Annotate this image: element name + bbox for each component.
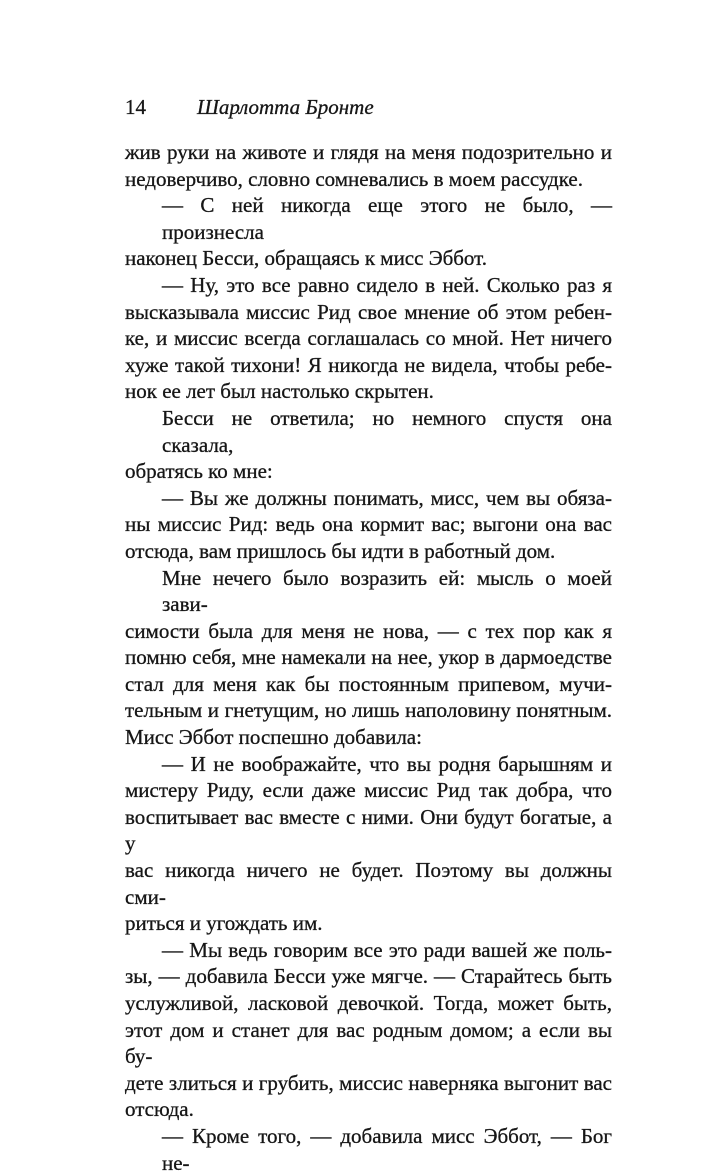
text-line: дете злиться и грубить, миссис наверняка выгонит вас — [125, 1070, 612, 1095]
text-line: воспитывает вас вместе с ними. Они будут богатые, а у — [125, 804, 612, 856]
text-line: недоверчиво, словно сомневались в моем рассудке. — [125, 166, 583, 191]
text-line: — С ней никогда еще этого не было, — произнесла — [162, 193, 612, 244]
page-number: 14 — [125, 95, 146, 119]
text-line: — И не воображайте, что вы родня барышням и — [162, 751, 612, 776]
text-line: отсюда. — [125, 1097, 194, 1122]
paragraph — [125, 565, 612, 751]
text-line: отсюда, вам пришлось бы идти в работный дом. — [125, 538, 556, 563]
text-line: нок ее лет был настолько скрытен. — [125, 379, 434, 404]
text-line: стал для меня как бы постоянным припевом, мучи- — [125, 671, 612, 696]
text-line: наконец Бесси, обращаясь к мисс Эббот. — [125, 246, 488, 271]
paragraph — [125, 272, 612, 405]
running-header-author: Шарлотта Бронте — [197, 95, 374, 119]
text-line: риться и угождать им. — [125, 911, 323, 936]
paragraph — [125, 139, 612, 192]
paragraph — [125, 751, 612, 937]
text-line: жив руки на животе и глядя на меня подозрительно и — [125, 140, 612, 164]
text-line: — Кроме того, — добавила мисс Эббот, — Бог не- — [162, 1123, 612, 1175]
paragraph — [125, 937, 612, 1123]
text-line: ны миссис Рид: ведь она кормит вас; выгони она вас — [125, 512, 612, 537]
text-line: — Ну, это все равно сидело в ней. Сколько раз я — [162, 272, 612, 297]
text-line: высказывала миссис Рид свое мнение об этом ребен- — [125, 299, 612, 324]
text-line: этот дом и станет для вас родным домом; а если вы бу- — [125, 1017, 612, 1069]
text-line: помню себя, мне намекали на нее, укор в дармоедстве — [125, 645, 612, 670]
text-line: обратясь ко мне: — [125, 459, 273, 484]
text-line: услужливой, ласковой девочкой. Тогда, может быть, — [125, 991, 612, 1015]
text-line: — Вы же должны понимать, мисс, чем вы обяза- — [162, 485, 612, 510]
paragraph — [125, 1123, 612, 1176]
text-line: тельным и гнетущим, но лишь наполовину понятным. — [125, 698, 612, 723]
running-head — [125, 95, 612, 119]
text-line: — Мы ведь говорим все это ради вашей же поль- — [162, 937, 612, 962]
paragraph — [125, 405, 612, 485]
paragraph — [125, 485, 612, 565]
text-line: зы, — добавила Бесси уже мягче. — Старайтесь быть — [125, 964, 612, 989]
text-line: Мисс Эббот поспешно добавила: — [125, 725, 422, 750]
text-line: Мне нечего было возразить ей: мысль о моей зави- — [162, 565, 612, 617]
paragraph — [125, 192, 612, 272]
text-line: Бесси не ответила; но немного спустя она сказала, — [162, 405, 612, 457]
text-line: вас никогда ничего не будет. Поэтому вы должны сми- — [125, 858, 612, 909]
text-line: мистеру Риду, если даже миссис Рид так добра, что — [125, 778, 612, 803]
text-line: ке, и миссис всегда соглашалась со мной. Нет ничего — [125, 326, 612, 351]
text-line: хуже такой тихони! Я никогда не видела, чтобы ребе- — [125, 352, 612, 377]
page-body — [125, 139, 612, 1176]
text-line: симости была для меня не нова, — с тех пор как я — [125, 618, 612, 643]
